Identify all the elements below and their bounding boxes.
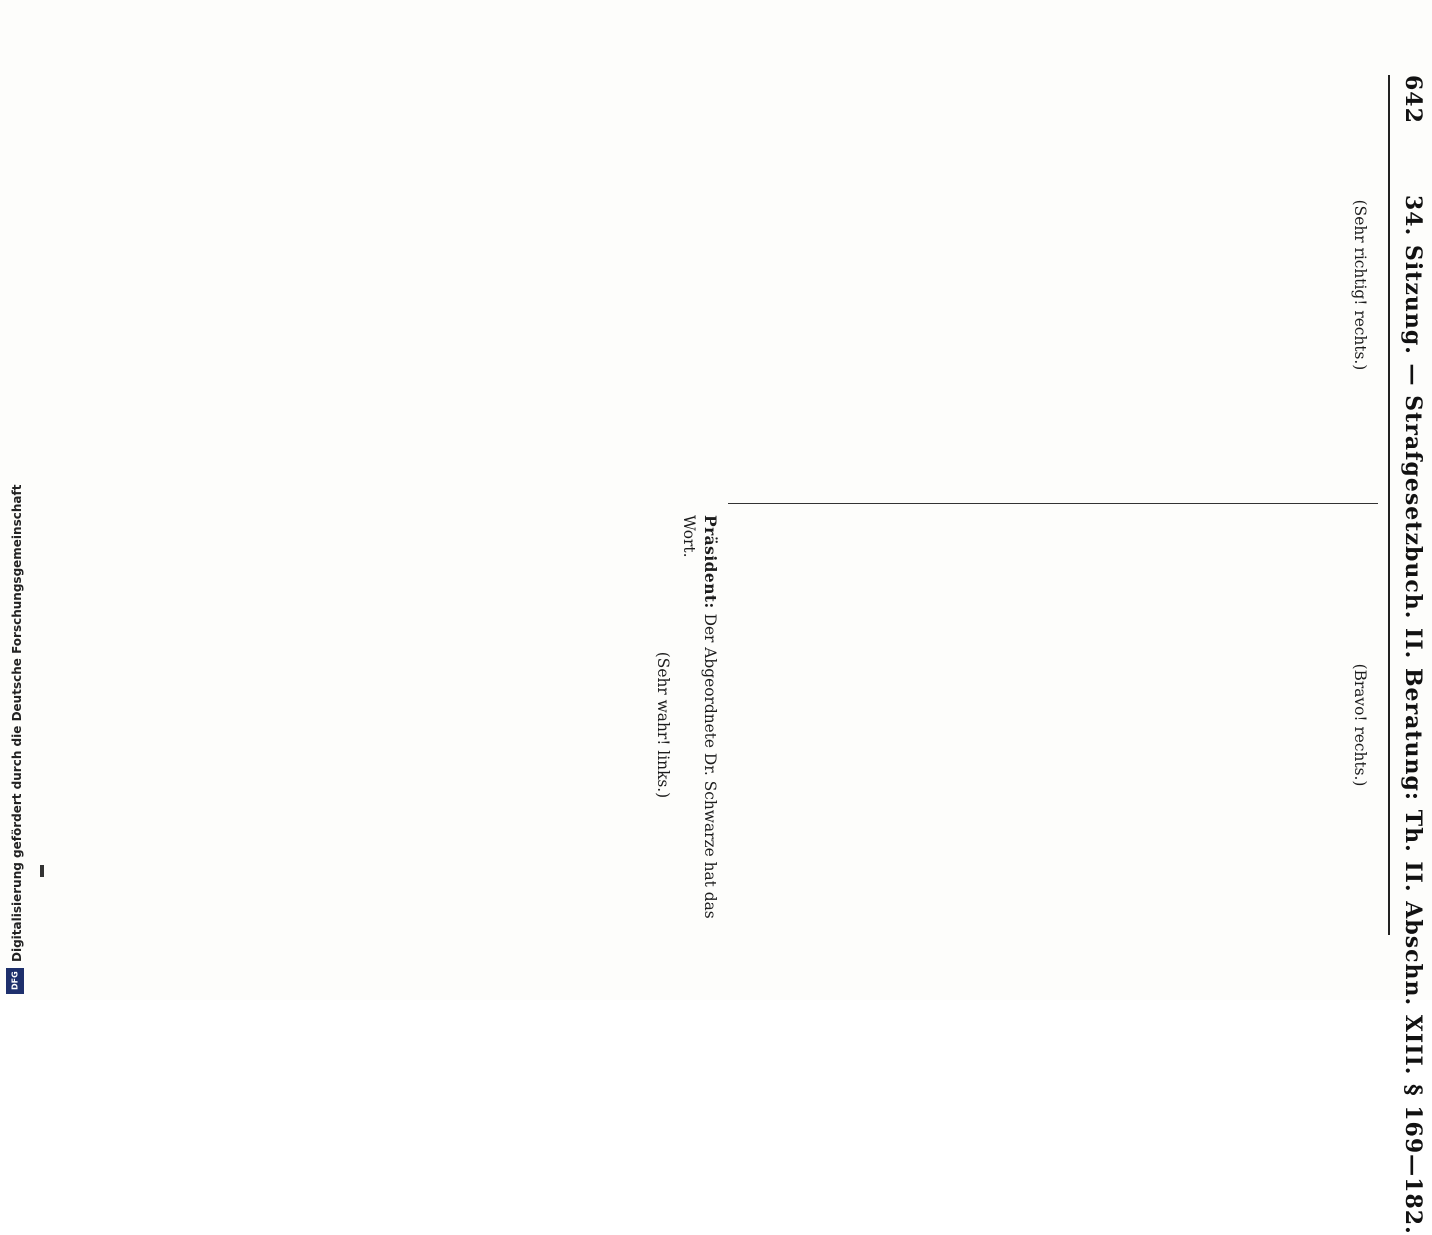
dfg-logo-icon: DFG <box>6 968 24 994</box>
rotated-page <box>70 55 1432 1235</box>
applause-note: (Bravo! rechts.) <box>1351 663 1369 787</box>
page-number: 642 <box>1400 75 1426 124</box>
column-divider <box>728 503 1378 504</box>
stray-mark <box>40 865 44 877</box>
applause-note: (Sehr wahr! links.) <box>653 651 672 799</box>
digitization-credit <box>0 0 30 1000</box>
running-head: 34. Sitzung. — Strafgesetzbuch. II. Beratung: Th. II. Abschn. XIII. § 169—182. <box>1400 195 1426 1235</box>
column-right-upper <box>736 515 1376 935</box>
column-left-upper <box>736 75 1376 495</box>
applause-note: (Sehr richtig! rechts.) <box>1351 199 1369 371</box>
credit-text: Digitalisierung gefördert durch die Deutsche Forschungsgemeinschaft <box>10 484 24 962</box>
speech-intro: Der Abgeordnete Dr. Schwarze hat das Wort. <box>680 515 719 919</box>
column-right-lower <box>160 515 720 935</box>
column-left-lower <box>160 75 720 495</box>
page-header <box>1388 75 1430 1235</box>
speaker-label: Präsident: <box>701 515 719 609</box>
